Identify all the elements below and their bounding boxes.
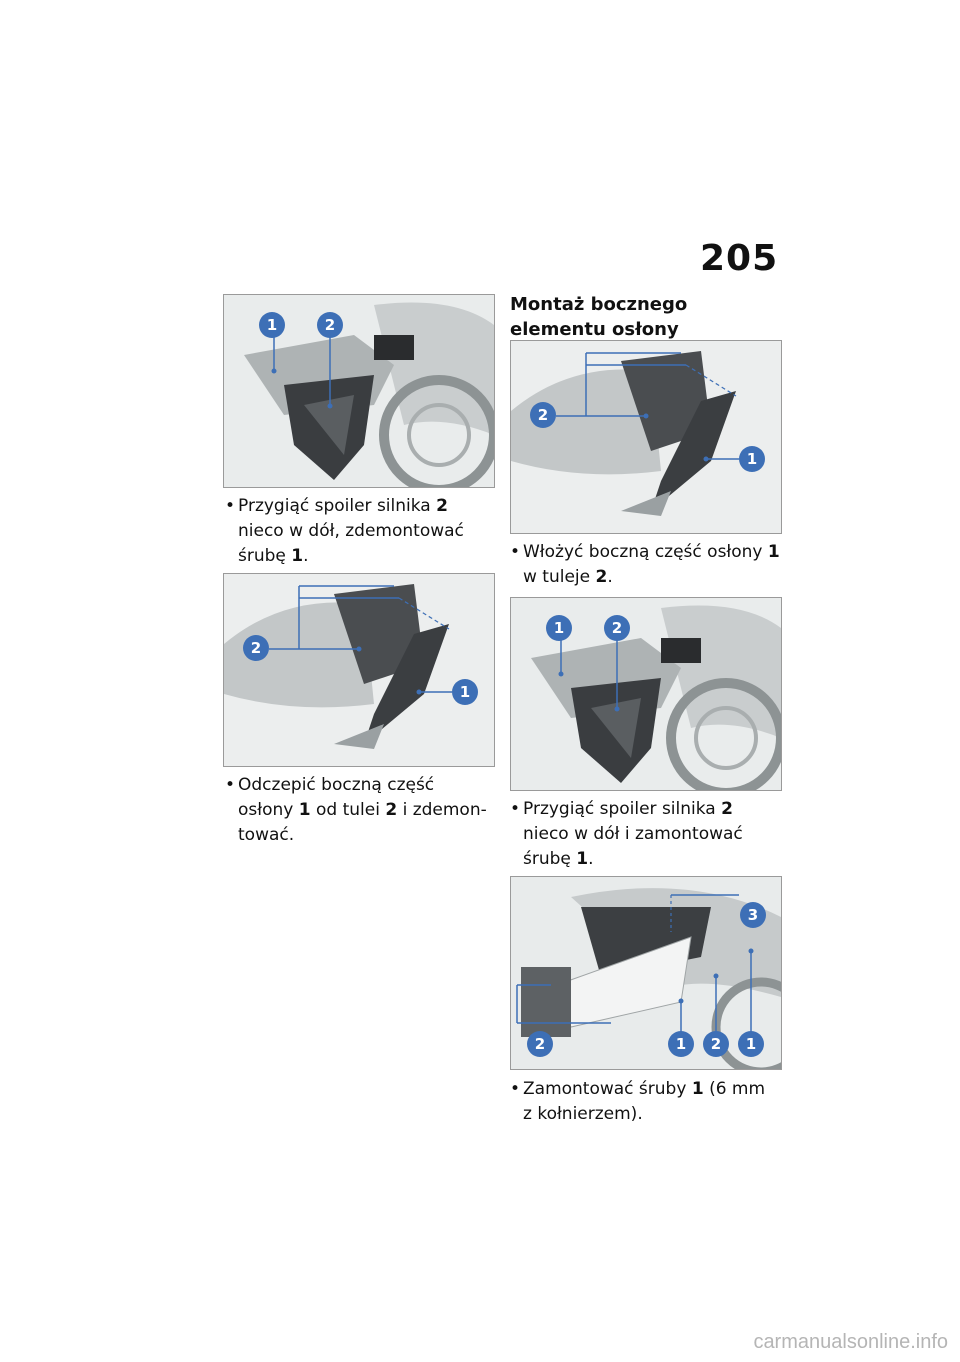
section-heading: Montaż bocznego elementu osłony xyxy=(510,294,688,340)
motorcycle-illustration xyxy=(224,295,494,487)
figure-cover-detach xyxy=(223,573,495,767)
motorcycle-illustration xyxy=(511,341,781,533)
callout-1: 1 xyxy=(553,619,565,637)
figure-screws-install xyxy=(510,876,782,1070)
step-5: • Zamontować śruby 1 (6 mm z kołnierzem). xyxy=(510,1079,766,1124)
callout-1: 1 xyxy=(675,1035,687,1053)
callout-2: 2 xyxy=(324,316,336,334)
callout-2: 2 xyxy=(537,406,549,424)
callout-2: 2 xyxy=(611,619,623,637)
callout-1: 1 xyxy=(266,316,278,334)
step-3: • Włożyć boczną część osłony 1 w tuleje 2. xyxy=(510,542,780,587)
bullet-dot: • xyxy=(225,496,236,516)
callout-1: 1 xyxy=(746,450,758,468)
bullet-dot: • xyxy=(510,1079,521,1099)
figure-spoiler-install xyxy=(510,597,782,791)
motorcycle-illustration xyxy=(511,598,781,790)
motorcycle-illustration xyxy=(511,877,781,1069)
motorcycle-illustration xyxy=(224,574,494,766)
callout-2: 2 xyxy=(710,1035,722,1053)
bullet-dot: • xyxy=(510,799,521,819)
bullet-dot: • xyxy=(225,775,236,795)
callout-2: 2 xyxy=(534,1035,546,1053)
figure-cover-insert xyxy=(510,340,782,534)
bullet-dot: • xyxy=(510,542,521,562)
callout-3: 3 xyxy=(747,906,759,924)
step-1: • Przygiąć spoiler silnika 2 nieco w dół, zdemontować śrubę 1. xyxy=(225,496,464,566)
callout-1: 1 xyxy=(745,1035,757,1053)
figure-spoiler-removal xyxy=(223,294,495,488)
step-4: • Przygiąć spoiler silnika 2 nieco w dół i zamontować śrubę 1. xyxy=(510,799,743,869)
callout-2: 2 xyxy=(250,639,262,657)
step-2: • Odczepić boczną część osłony 1 od tulei 2 i zdemon- tować. xyxy=(225,775,487,845)
callout-1: 1 xyxy=(459,683,471,701)
watermark: carmanualsonline.info xyxy=(753,1331,948,1353)
page-number: 205 xyxy=(700,238,779,279)
